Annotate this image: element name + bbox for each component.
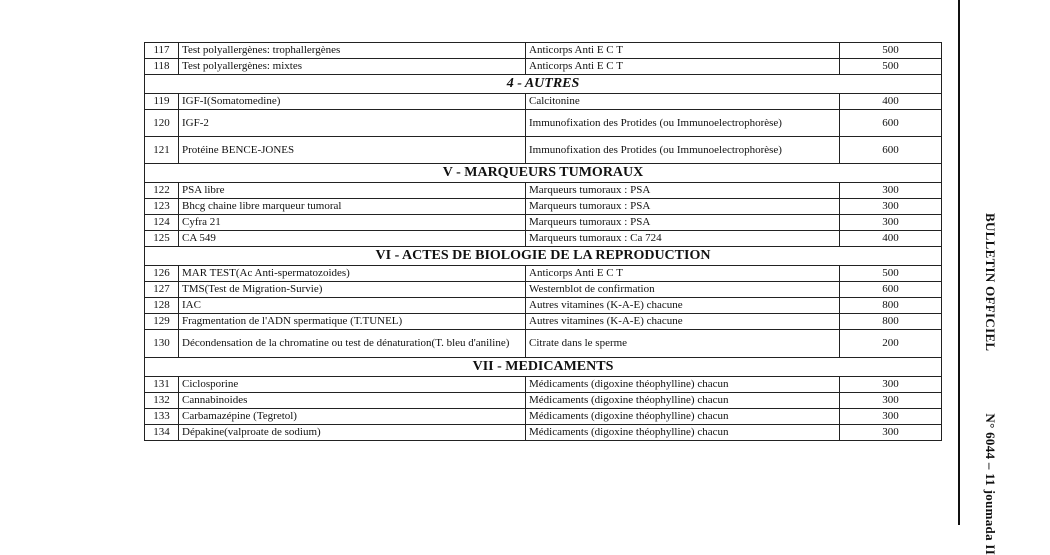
test-name: Bhcg chaine libre marqueur tumoral (179, 199, 526, 215)
row-number: 119 (145, 94, 179, 110)
coefficient-value: 600 (840, 282, 942, 298)
test-name: Ciclosporine (179, 377, 526, 393)
test-name: Protéine BENCE-JONES (179, 137, 526, 164)
publication-title: BULLETIN OFFICIEL (983, 213, 998, 352)
reference-test: Marqueurs tumoraux : Ca 724 (526, 231, 840, 247)
coefficient-value: 800 (840, 298, 942, 314)
row-number: 129 (145, 314, 179, 330)
reference-test: Immunofixation des Protides (ou Immunoelectrophorèse) (526, 137, 840, 164)
coefficient-value: 300 (840, 425, 942, 441)
row-number: 122 (145, 183, 179, 199)
reference-test: Médicaments (digoxine théophylline) chacun (526, 425, 840, 441)
table-row (145, 231, 942, 247)
coefficient-value: 300 (840, 393, 942, 409)
reference-test: Marqueurs tumoraux : PSA (526, 199, 840, 215)
table-row (145, 377, 942, 393)
coefficient-value: 800 (840, 314, 942, 330)
reference-test: Marqueurs tumoraux : PSA (526, 215, 840, 231)
table-row (145, 43, 942, 59)
row-number: 132 (145, 393, 179, 409)
coefficient-value: 300 (840, 183, 942, 199)
test-name: Dépakine(valproate de sodium) (179, 425, 526, 441)
coefficient-value: 300 (840, 199, 942, 215)
reference-test: Médicaments (digoxine théophylline) chacun (526, 409, 840, 425)
coefficient-value: 400 (840, 231, 942, 247)
tariff-table (144, 42, 942, 441)
reference-test: Autres vitamines (K-A-E) chacune (526, 298, 840, 314)
row-number: 120 (145, 110, 179, 137)
table-row (145, 137, 942, 164)
margin-rule (958, 0, 960, 525)
coefficient-value: 400 (840, 94, 942, 110)
row-number: 124 (145, 215, 179, 231)
table-row (145, 110, 942, 137)
table-row (145, 409, 942, 425)
reference-test: Anticorps Anti E C T (526, 43, 840, 59)
reference-test: Autres vitamines (K-A-E) chacune (526, 314, 840, 330)
coefficient-value: 300 (840, 409, 942, 425)
row-number: 131 (145, 377, 179, 393)
row-number: 134 (145, 425, 179, 441)
test-name: IAC (179, 298, 526, 314)
running-header (982, 213, 998, 555)
coefficient-value: 300 (840, 215, 942, 231)
reference-test: Anticorps Anti E C T (526, 266, 840, 282)
row-number: 118 (145, 59, 179, 75)
test-name: Décondensation de la chromatine ou test de dénaturation(T. bleu d'aniline) (179, 330, 526, 358)
table-row (145, 330, 942, 358)
row-number: 128 (145, 298, 179, 314)
table-row (145, 266, 942, 282)
table-row (145, 393, 942, 409)
test-name: Fragmentation de l'ADN spermatique (T.TUNEL) (179, 314, 526, 330)
table-row (145, 183, 942, 199)
reference-test: Immunofixation des Protides (ou Immunoelectrophorèse) (526, 110, 840, 137)
test-name: IGF-I(Somatomedine) (179, 94, 526, 110)
section-header-row (145, 164, 942, 183)
row-number: 125 (145, 231, 179, 247)
row-number: 117 (145, 43, 179, 59)
reference-test: Anticorps Anti E C T (526, 59, 840, 75)
row-number: 127 (145, 282, 179, 298)
row-number: 123 (145, 199, 179, 215)
coefficient-value: 600 (840, 137, 942, 164)
reference-test: Citrate dans le sperme (526, 330, 840, 358)
section-title: V - MARQUEURS TUMORAUX (145, 164, 942, 183)
test-name: Cannabinoides (179, 393, 526, 409)
test-name: Test polyallergènes: mixtes (179, 59, 526, 75)
reference-test: Calcitonine (526, 94, 840, 110)
row-number: 133 (145, 409, 179, 425)
test-name: Cyfra 21 (179, 215, 526, 231)
section-header-row (145, 75, 942, 94)
table-row (145, 59, 942, 75)
coefficient-value: 300 (840, 377, 942, 393)
reference-test: Médicaments (digoxine théophylline) chacun (526, 393, 840, 409)
test-name: CA 549 (179, 231, 526, 247)
table-row (145, 282, 942, 298)
coefficient-value: 500 (840, 43, 942, 59)
row-number: 121 (145, 137, 179, 164)
coefficient-value: 600 (840, 110, 942, 137)
section-header-row (145, 358, 942, 377)
coefficient-value: 500 (840, 266, 942, 282)
test-name: PSA libre (179, 183, 526, 199)
test-name: TMS(Test de Migration-Survie) (179, 282, 526, 298)
table-row (145, 94, 942, 110)
table-row (145, 314, 942, 330)
test-name: MAR TEST(Ac Anti-spermatozoides) (179, 266, 526, 282)
section-header-row (145, 247, 942, 266)
test-name: Test polyallergènes: trophallergènes (179, 43, 526, 59)
test-name: IGF-2 (179, 110, 526, 137)
table-row (145, 298, 942, 314)
issue-number: N° 6044 – 11 joumada II (983, 413, 998, 555)
test-name: Carbamazépine (Tegretol) (179, 409, 526, 425)
table-row (145, 199, 942, 215)
coefficient-value: 500 (840, 59, 942, 75)
section-title: VII - MEDICAMENTS (145, 358, 942, 377)
section-title: VI - ACTES DE BIOLOGIE DE LA REPRODUCTION (145, 247, 942, 266)
reference-test: Marqueurs tumoraux : PSA (526, 183, 840, 199)
reference-test: Westernblot de confirmation (526, 282, 840, 298)
row-number: 126 (145, 266, 179, 282)
reference-test: Médicaments (digoxine théophylline) chacun (526, 377, 840, 393)
table-row (145, 425, 942, 441)
section-title: 4 - AUTRES (145, 75, 942, 94)
table-row (145, 215, 942, 231)
coefficient-value: 200 (840, 330, 942, 358)
row-number: 130 (145, 330, 179, 358)
